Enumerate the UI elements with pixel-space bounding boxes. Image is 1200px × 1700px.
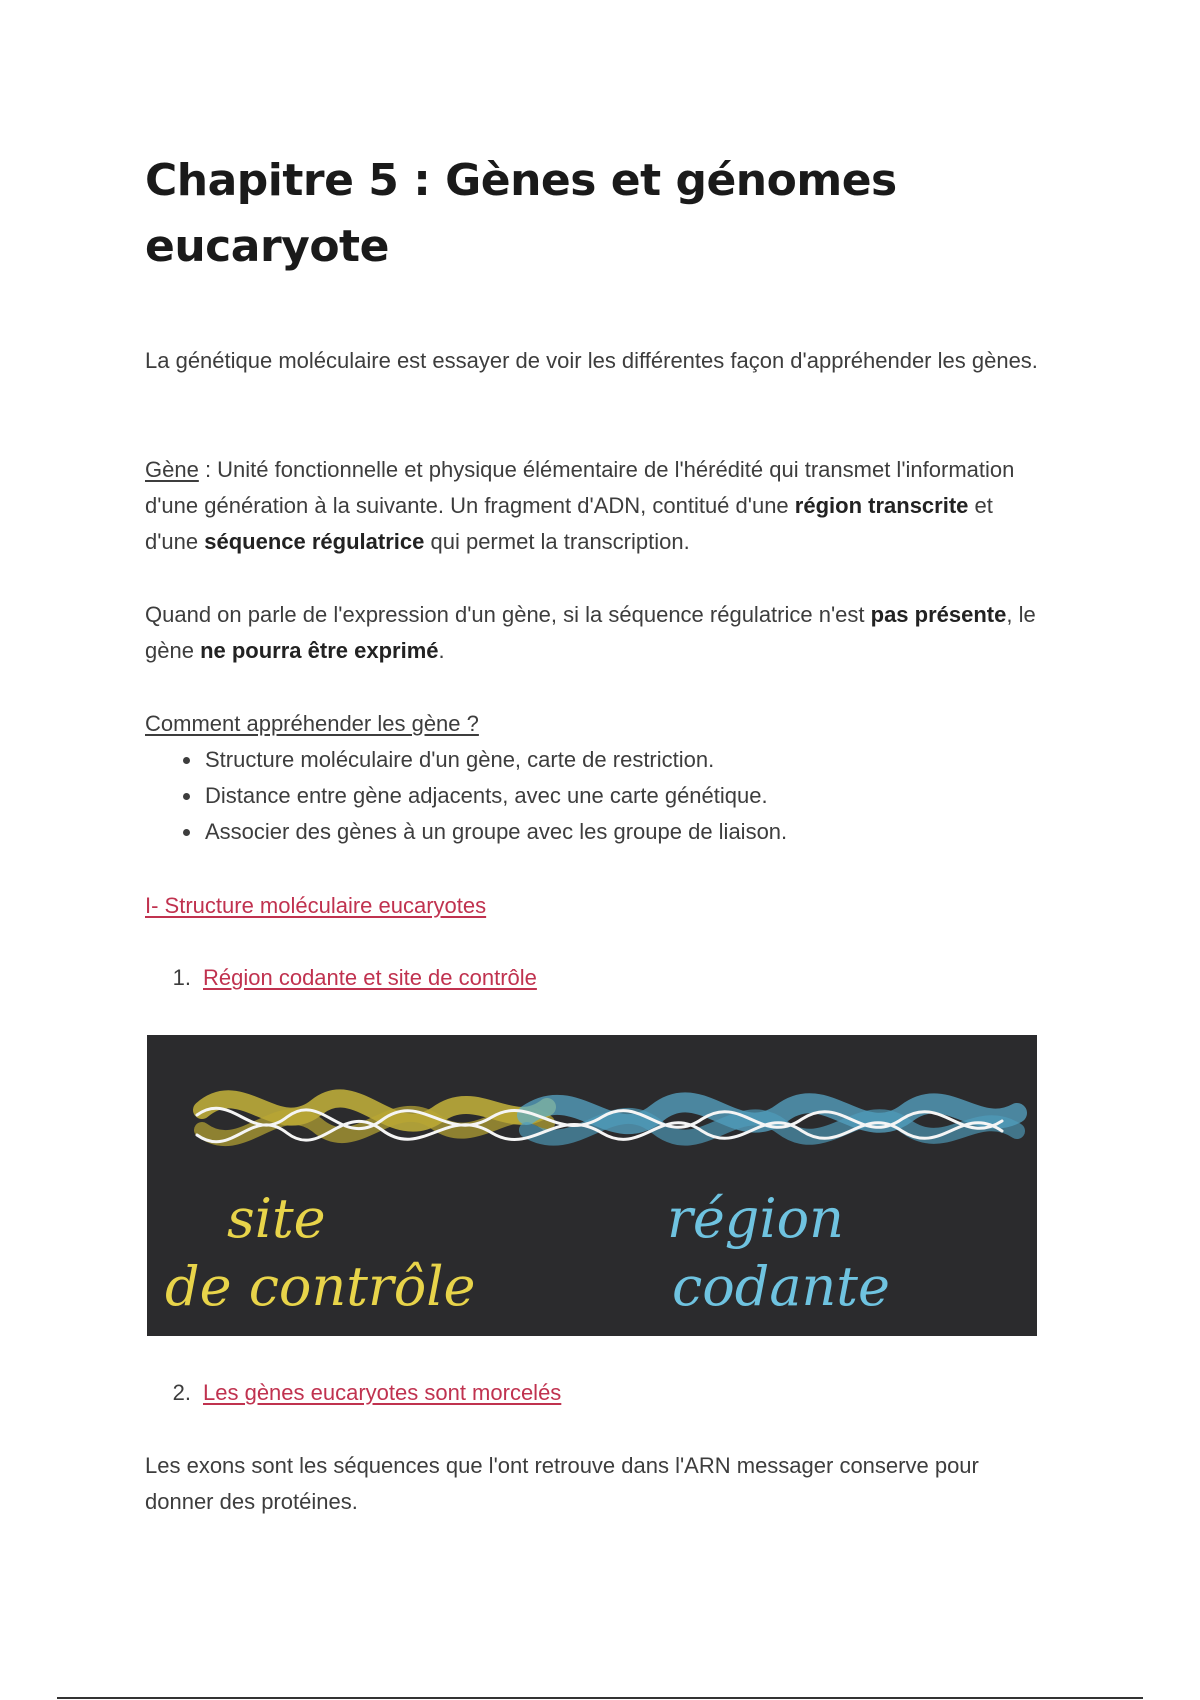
expression-bold-1: pas présente [870, 602, 1007, 627]
subsection-link[interactable]: Les gènes eucaryotes sont morcelés [203, 1380, 562, 1405]
label-region-line2: codante [672, 1255, 890, 1318]
bullet-list [145, 742, 787, 850]
dna-figure [147, 1035, 1037, 1336]
definition-text-3: qui permet la transcription. [424, 529, 690, 554]
list-item: • Structure moléculaire d'un gène, carte de restriction. [203, 742, 787, 778]
list-item: • Distance entre gène adjacents, avec une carte génétique. [203, 778, 787, 814]
list-item: • Associer des gènes à un groupe avec les groupe de liaison. [203, 814, 787, 850]
definition-term: Gène [145, 457, 199, 482]
exons-paragraph: Les exons sont les séquences que l'ont retrouve dans l'ARN messager conserve pour donner des protéines. [145, 1453, 979, 1514]
subsection-2 [145, 1375, 561, 1411]
expression-text-2: , le gène [145, 602, 1036, 663]
label-site-line1: site [227, 1187, 326, 1250]
definition-bold-1: région transcrite [794, 493, 969, 518]
subsection-number: 1. [172, 965, 191, 990]
intro-paragraph: La génétique moléculaire est essayer de voir les différentes façon d'appréhender les gènes. [145, 348, 1038, 373]
expression-text-1: Quand on parle de l'expression d'un gène, si la séquence régulatrice n'est [145, 602, 871, 627]
definition-text-2: et d'une [145, 493, 993, 554]
label-region-line1: région [667, 1187, 844, 1250]
label-site-line2: de contrôle [165, 1255, 476, 1318]
footer-divider [57, 1697, 1143, 1699]
question-heading [145, 706, 1045, 742]
expression-bold-2: ne pourra être exprimé [200, 638, 439, 663]
definition-paragraph [145, 452, 1045, 560]
question-text: Comment appréhender les gène ? [145, 711, 479, 736]
definition-text-1: : Unité fonctionnelle et physique élémentaire de l'hérédité qui transmet l'information d'une génération à la suivante. Un fragment d'ADN, contitué d'une [145, 457, 1015, 518]
expression-text-3: . [438, 638, 445, 663]
subsection-1 [145, 960, 537, 996]
subsection-link[interactable]: Région codante et site de contrôle [203, 965, 537, 990]
definition-bold-2: séquence régulatrice [204, 529, 425, 554]
section-heading [145, 888, 1045, 924]
page-title: Chapitre 5 : Gènes et génomes eucaryote [145, 155, 897, 272]
dna-drawing [147, 1035, 1037, 1336]
subsection-number: 2. [172, 1380, 191, 1405]
expression-paragraph [145, 597, 1045, 669]
section-link[interactable]: I- Structure moléculaire eucaryotes [145, 893, 487, 918]
